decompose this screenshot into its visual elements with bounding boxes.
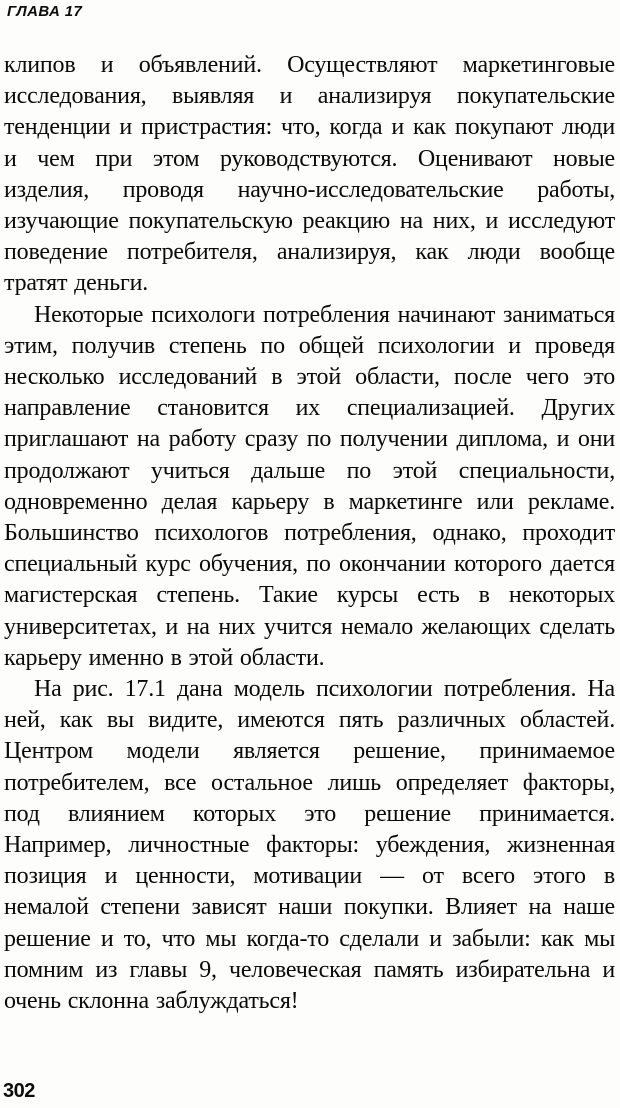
chapter-running-head: ГЛАВА 17	[7, 3, 83, 20]
paragraph-1: клипов и объявлений. Осуществляют маркетинговые исследования, выявляя и анализируя покупательские тенденции и пристрастия: что, когда и как покупают люди и чем при этом руководствуются. Оценивают новые изделия, проводя научно-исследовательские работы, изучающие покупательскую реакцию на них, и исследуют поведение потребителя, анализируя, как люди вообще тратят деньги.	[4, 52, 615, 297]
body-text	[4, 50, 615, 1017]
page-number: 302	[3, 1080, 35, 1102]
paragraph-3: На рис. 17.1 дана модель психологии потребления. На ней, как вы видите, имеются пять различных областей. Центром модели является решение, принимаемое потребителем, все остальное лишь определяет факторы, под влиянием которых это решение принимается. Например, личностные факторы: убеждения, жизненная позиция и ценности, мотивации — от всего этого в немалой степени зависят наши покупки. Влияет на наше решение и то, что мы когда-то сделали и забыли: как мы помним из главы 9, человеческая память избирательна и очень склонна заблуждаться!	[4, 676, 615, 1015]
paragraph-2: Некоторые психологи потребления начинают заниматься этим, получив степень по общей психологии и проведя несколько исследований в этой области, после чего это направление становится их специализацией. Других приглашают на работу сразу по получении диплома, и они продолжают учиться дальше по этой специальности, одновременно делая карьеру в маркетинге или рекламе. Большинство психологов потребления, однако, проходит специальный курс обучения, по окончании которого дается магистерская степень. Такие курсы есть в некоторых университетах, и на них учится немало желающих сделать карьеру именно в этой области.	[4, 301, 615, 671]
